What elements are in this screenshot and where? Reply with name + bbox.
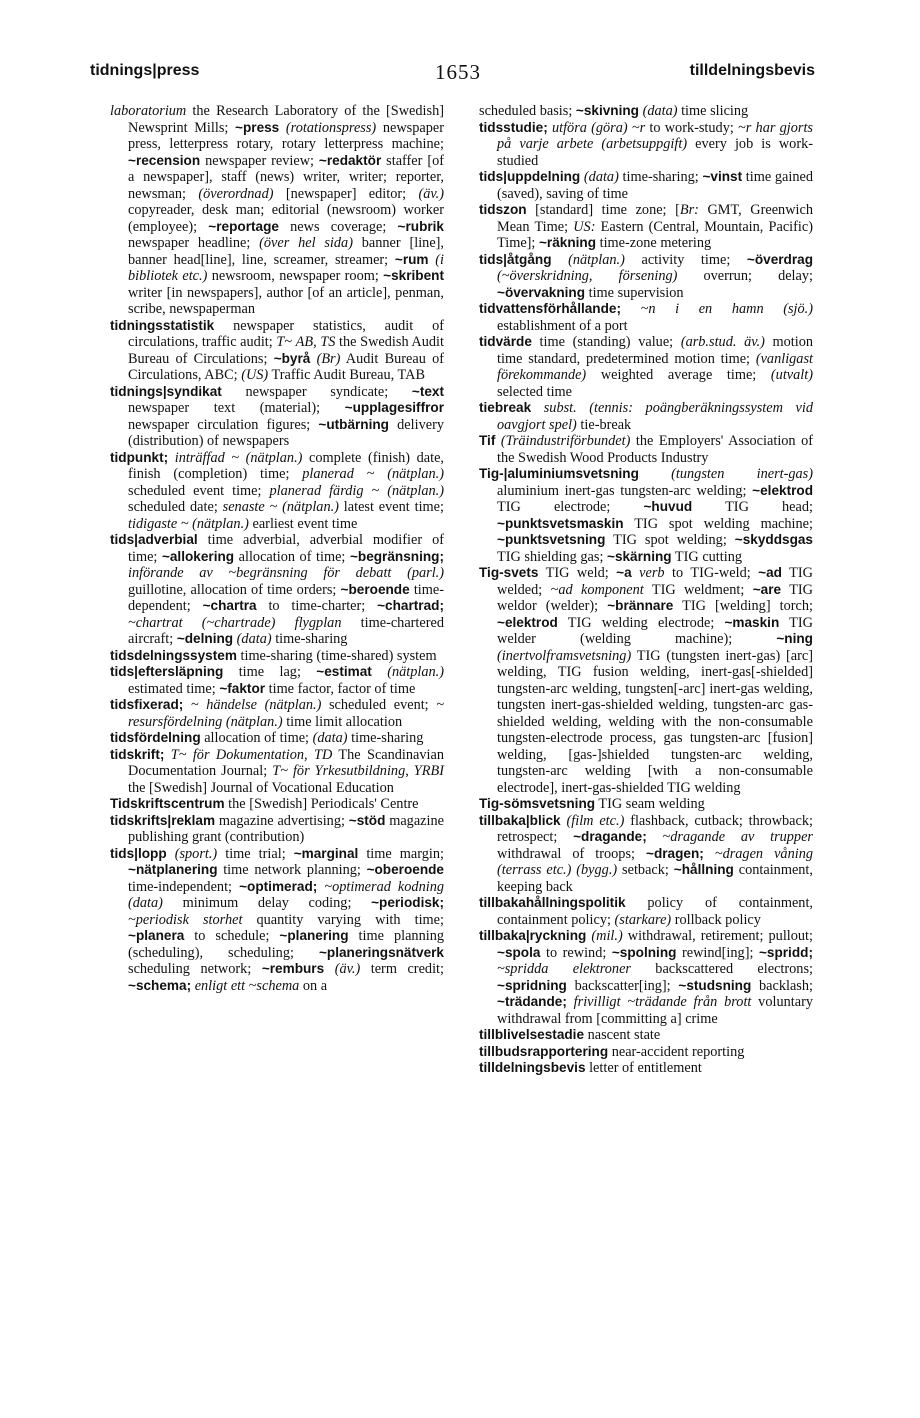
definition-text: time limit allocation: [282, 713, 403, 730]
definition-text: on a: [299, 977, 328, 994]
definition-text: [324, 961, 335, 977]
headword: ~rum: [394, 251, 429, 267]
headword: tids|åtgång: [479, 251, 552, 267]
italic-label: ~dragen våning (terrass etc.) (bygg.): [497, 845, 813, 878]
headword: ~spolning: [611, 944, 677, 960]
italic-label: ~chartrat (~chartrade) flygplan: [128, 614, 342, 631]
definition-text: newspaper syndicate;: [221, 383, 412, 400]
definition-text: [704, 846, 715, 862]
headword: ~ad: [758, 565, 782, 580]
headword: tids|eftersläpning: [110, 664, 224, 679]
definition-text: TIG weldor (welder);: [497, 581, 814, 614]
definition-text: backscattered electrons;: [630, 961, 813, 977]
italic-label: (i bibliotek etc.): [128, 251, 444, 284]
headword: ~trädande;: [497, 994, 567, 1009]
headword: ~huvud: [643, 499, 693, 514]
headword: ~övervakning: [497, 284, 586, 300]
headword: ~chartrad;: [377, 598, 444, 613]
headword: tidszon: [479, 202, 527, 217]
dictionary-entry: [479, 928, 813, 1027]
italic-label: ~ad komponent: [550, 581, 644, 598]
italic-label: US:: [573, 218, 596, 235]
dictionary-entry: [110, 730, 444, 747]
dictionary-entry: [479, 565, 813, 796]
headword: ~vinst: [702, 169, 743, 184]
headword: tillbakahållningspolitik: [479, 895, 626, 910]
headword: ~spridning: [497, 977, 567, 993]
definition-text: newsroom, newspaper room;: [207, 268, 384, 284]
definition-text: policy of containment, containment policy;: [497, 895, 813, 928]
headword: tillbaka|ryckning: [479, 928, 587, 943]
definition-text: TIG [welding] torch;: [673, 598, 813, 614]
italic-label: utföra (göra) ~r: [551, 119, 646, 136]
definition-text: complete (finish) date, finish (completion) time;: [128, 449, 444, 482]
definition-text: time adverbial, adverbial modifier of time;: [128, 532, 444, 565]
definition-text: Eastern (Central, Mountain, Pacific) Time];: [497, 218, 813, 251]
definition-text: rewind[ing];: [676, 944, 759, 961]
dictionary-entry: [110, 796, 444, 813]
definition-text: time lag;: [223, 664, 317, 680]
definition-text: term credit;: [360, 961, 444, 977]
italic-label: verb: [639, 565, 665, 581]
italic-label: (data): [236, 631, 272, 647]
headword: Tig-svets: [479, 565, 539, 580]
headword: tiebreak: [479, 400, 532, 415]
definition-text: scheduled date;: [128, 499, 223, 515]
definition-text: time-chartered aircraft;: [128, 614, 444, 647]
headword: ~spola: [497, 944, 541, 960]
italic-label: ~optimerad kodning (data): [128, 878, 444, 911]
definition-text: time-dependent;: [128, 581, 444, 614]
right-guide-word: tilldelningsbevis: [689, 62, 815, 79]
definition-text: [168, 450, 175, 466]
definition-text: to rewind;: [540, 944, 612, 961]
definition-text: [standard] time zone; [: [526, 202, 680, 218]
dictionary-entry: [479, 400, 813, 433]
headword: tidskrifts|reklam: [110, 812, 216, 828]
definition-text: to time-charter;: [256, 598, 378, 614]
definition-text: TIG head;: [692, 499, 813, 515]
italic-label: frivilligt ~trädande från brott: [573, 994, 752, 1010]
definition-text: TIG (tungsten inert-gas) [arc] welding, TIG fusion welding, inert-gas[-shielded] tungsten-arc welding, tungsten[-arc] inert-gas welding, tungsten inert-gas-shielded welding, tungsten-arc gas-shielded welding, welding with the non-consumable tungsten-electrode process, gas tungsten-arc [fusion] welding, [gas-]shielded tungsten-arc welding, tungsten-arc welding [with a non-consumable electrode], inert-gas-shielded TIG welding: [497, 647, 813, 796]
definition-text: [552, 252, 569, 268]
definition-text: quantity varying with time;: [242, 911, 444, 928]
definition-text: [567, 994, 574, 1010]
definition-text: the [Swedish] Journal of Vocational Education: [128, 779, 394, 796]
definition-text: aluminium inert-gas tungsten-arc welding;: [497, 482, 753, 499]
headword: tidsstudie;: [479, 119, 548, 135]
definition-text: [531, 400, 544, 416]
definition-text: time margin;: [358, 845, 444, 862]
definition-text: news coverage;: [278, 218, 398, 235]
headword: ~utbärning: [318, 416, 389, 432]
italic-label: T~ för Yrkesutbildning, YRBI: [272, 763, 444, 779]
headword: Tig-|aluminiumsvetsning: [479, 466, 639, 481]
italic-label: subst. (tennis: poängberäkningssystem vid oavgjort spel): [497, 400, 813, 433]
definition-text: withdrawal of troops;: [497, 845, 646, 862]
headword: ~schema;: [128, 977, 192, 993]
definition-text: minimum delay coding;: [162, 895, 372, 911]
definition-text: writer [in newspapers], author [of an article], penman, scribe, newspaperman: [128, 284, 444, 317]
dictionary-entry: [110, 384, 444, 450]
dictionary-entry: [479, 1044, 813, 1061]
italic-label: (data): [642, 103, 678, 119]
dictionary-entry: [479, 120, 813, 170]
headword: ~optimerad;: [239, 878, 318, 894]
definition-text: TIG welding electrode;: [557, 614, 725, 631]
italic-label: (äv.): [334, 961, 361, 977]
definition-text: banner [line], banner head[line], line, screamer, streamer;: [128, 235, 444, 268]
italic-label: (starkare): [614, 911, 672, 928]
italic-label: införande av ~begränsning för debatt (parl.): [128, 565, 444, 581]
headword: ~stöd: [348, 812, 386, 828]
dictionary-entry: [110, 813, 444, 846]
headword: ~ning: [776, 631, 813, 646]
definition-text: delivery (distribution) of newspapers: [128, 416, 444, 449]
headword: tidnings|syndikat: [110, 383, 222, 399]
definition-text: magazine advertising;: [215, 812, 349, 829]
italic-label: ~dragande av trupper: [662, 829, 813, 845]
italic-label: ~ händelse (nätplan.): [190, 697, 322, 713]
headword: ~dragen;: [646, 845, 704, 861]
definition-text: [279, 120, 286, 136]
headword: ~skribent: [383, 268, 444, 283]
definition-text: allocation of time;: [200, 730, 313, 746]
italic-label: ~r har gjorts på varje arbete (arbetsuppgift): [497, 119, 813, 152]
definition-text: time-sharing: [271, 631, 348, 647]
definition-text: rollback policy: [671, 911, 761, 928]
headword: ~planeringsnätverk: [318, 944, 444, 960]
headword: ~punktsvetsning: [497, 532, 606, 547]
definition-text: TIG welded;: [497, 565, 813, 598]
definition-text: time gained (saved), saving of time: [497, 169, 813, 202]
headword: ~upplagesiffror: [344, 400, 444, 415]
definition-text: the [Swedish] Periodicals' Centre: [224, 796, 419, 812]
definition-text: the Swedish Audit Bureau of Circulations;: [128, 334, 444, 367]
definition-text: newspaper statistics, audit of circulations, traffic audit;: [128, 317, 444, 350]
definition-text: newspaper circulation figures;: [128, 416, 319, 433]
headword: ~överdrag: [746, 251, 814, 267]
definition-text: GMT, Greenwich Mean Time;: [497, 202, 813, 235]
italic-label: ~spridda elektroner: [497, 961, 631, 977]
headword: ~nätplanering: [128, 862, 218, 877]
dictionary-entry: [479, 813, 813, 896]
italic-label: (över hel sida): [259, 235, 353, 251]
definition-text: [183, 697, 191, 713]
definition-text: activity time;: [624, 251, 747, 268]
headword: tilldelningsbevis: [479, 1060, 586, 1075]
definition-text: newspaper headline;: [128, 235, 260, 251]
definition-text: TIG weldment;: [643, 581, 753, 598]
dictionary-entry: [479, 433, 813, 466]
italic-label: tidigaste ~ (nätplan.): [128, 515, 249, 532]
definition-text: [639, 466, 671, 482]
dictionary-entry: [479, 202, 813, 252]
headword: ~recension: [128, 152, 201, 168]
definition-text: setback;: [617, 862, 674, 878]
definition-text: TIG spot welding;: [605, 532, 735, 548]
headword: ~allokering: [161, 548, 235, 564]
definition-text: newspaper press, letterpress rotary, rotary letterpress machine;: [128, 119, 444, 152]
dictionary-entry: [110, 532, 444, 648]
italic-label: T~ för Dokumentation, TD: [170, 746, 333, 763]
definition-text: Traffic Audit Bureau, TAB: [268, 367, 425, 383]
dictionary-entry: [479, 334, 813, 400]
definition-text: newspaper review;: [200, 152, 319, 169]
italic-label: (utvalt): [770, 367, 813, 383]
right-column: [479, 103, 813, 1077]
italic-label: (rotationspress): [285, 119, 377, 136]
headword: ~rubrik: [397, 218, 444, 234]
definition-text: copyreader, desk man; editorial (newsroom) worker (employee);: [128, 202, 444, 235]
definition-text: time planning (scheduling), scheduling;: [128, 928, 444, 961]
headword: tidskrift;: [110, 746, 165, 762]
definition-text: to schedule;: [184, 928, 280, 944]
headword: ~text: [411, 383, 444, 399]
headword: ~studsning: [678, 977, 752, 993]
italic-label: laboratorium: [110, 103, 187, 119]
italic-label: (~överskridning, försening): [497, 268, 678, 284]
definition-text: TIG shielding gas;: [497, 548, 607, 565]
definition-text: [647, 829, 663, 845]
italic-label: (Träindustriförbundet): [500, 433, 631, 449]
headword: tids|adverbial: [110, 532, 198, 547]
dictionary-entry: [110, 450, 444, 533]
dictionary-entry: [479, 169, 813, 202]
italic-label: (inertvolframsvetsning): [497, 647, 632, 664]
definition-text: withdrawal, retirement; pullout;: [622, 928, 814, 944]
dictionary-entry: [110, 103, 444, 318]
definition-text: time-sharing (time-shared) system: [236, 647, 437, 664]
definition-text: guillotine, allocation of time orders;: [128, 581, 341, 598]
headword: ~dragande;: [573, 829, 647, 844]
definition-text: time network planning;: [217, 862, 367, 878]
definition-text: to work-study;: [645, 119, 739, 136]
headword: tidsfixerad;: [110, 697, 184, 712]
dictionary-entry: [110, 697, 444, 730]
dictionary-entry: [479, 103, 813, 120]
italic-label: planerad färdig ~ (nätplan.): [269, 482, 444, 499]
page-number: 1653: [435, 60, 481, 84]
headword: tids|uppdelning: [479, 169, 581, 184]
italic-label: (data): [583, 169, 619, 185]
dictionary-entry: [110, 747, 444, 797]
definition-text: time-sharing;: [618, 169, 703, 185]
definition-text: the Research Laboratory of the [Swedish] Newsprint Mills;: [128, 103, 444, 136]
left-column: [110, 103, 444, 994]
italic-label: (överordnad): [198, 185, 274, 202]
headword: ~are: [752, 581, 782, 597]
definition-text: TIG welder (welding machine);: [497, 614, 813, 647]
definition-text: time trial;: [217, 845, 294, 862]
definition-text: magazine publishing grant (contribution): [128, 812, 444, 845]
headword: ~periodisk;: [371, 895, 444, 910]
italic-label: planerad ~ (nätplan.): [302, 466, 444, 482]
definition-text: [167, 846, 175, 862]
definition-text: weighted average time;: [586, 367, 771, 383]
definition-text: newspaper text (material);: [128, 400, 345, 416]
headword: ~chartra: [202, 598, 257, 613]
definition-text: earliest event time: [248, 515, 358, 532]
dictionary-entry: [110, 318, 444, 384]
headword: ~beroende: [340, 581, 410, 597]
definition-text: TIG spot welding machine;: [623, 515, 813, 532]
headword: tidvattensförhållande;: [479, 301, 621, 316]
italic-label: (Br): [316, 350, 341, 367]
dictionary-entry: [110, 648, 444, 665]
definition-text: scheduled event time;: [128, 482, 270, 499]
headword: ~planera: [128, 928, 185, 943]
definition-text: TIG weld;: [538, 565, 617, 581]
definition-text: time supervision: [585, 284, 684, 301]
headword: Tig-sömsvetsning: [479, 796, 596, 811]
italic-label: ~ resursfördelning (nätplan.): [128, 697, 444, 730]
italic-label: Br:: [679, 202, 699, 218]
definition-text: [621, 301, 641, 317]
italic-label: (vanligast förekommande): [497, 350, 813, 383]
headword: ~byrå: [273, 350, 311, 366]
headword: tillbudsrapportering: [479, 1043, 609, 1059]
definition-text: [newspaper] editor;: [273, 185, 419, 202]
italic-label: (sport.): [174, 845, 218, 862]
headword: ~punktsvetsmaskin: [497, 515, 624, 531]
italic-label: (film etc.): [566, 812, 625, 829]
headword: ~brännare: [607, 598, 674, 613]
headword: tidsdelningssystem: [110, 647, 237, 663]
headword: ~a: [616, 565, 632, 580]
italic-label: (nätplan.): [568, 251, 625, 268]
dictionary-entry: [479, 252, 813, 302]
definition-text: backlash;: [751, 977, 813, 994]
definition-text: time-independent;: [128, 878, 240, 895]
headword: tillbaka|blick: [479, 812, 561, 828]
headword: ~redaktör: [318, 152, 382, 168]
definition-text: containment, keeping back: [497, 862, 813, 895]
left-guide-word: tidnings|press: [90, 62, 200, 79]
headword: Tif: [479, 433, 496, 448]
definition-text: [372, 664, 387, 680]
headword: ~remburs: [261, 961, 325, 976]
headword: ~estimat: [316, 664, 372, 679]
dictionary-entry: [110, 664, 444, 697]
definition-text: scheduling network;: [128, 961, 262, 977]
definition-text: estimated time;: [128, 680, 220, 697]
dictionary-entry: [479, 1060, 813, 1077]
headword: ~hållning: [673, 862, 734, 877]
italic-label: (nätplan.): [387, 664, 444, 680]
definition-text: near-accident reporting: [608, 1043, 745, 1060]
definition-text: the Employers' Association of the Swedish Wood Products Industry: [497, 433, 813, 466]
definition-text: motion time standard, predetermined motion time;: [497, 334, 814, 367]
italic-label: (arb.stud. äv.): [680, 334, 765, 350]
headword: ~delning: [176, 631, 234, 646]
headword: ~reportage: [208, 218, 279, 234]
headword: tids|lopp: [110, 845, 167, 861]
definition-text: time-sharing: [347, 730, 424, 746]
italic-label: ~periodisk storhet: [128, 911, 243, 928]
italic-label: ~n i en hamn (sjö.): [640, 301, 813, 317]
definition-text: time-zone metering: [596, 235, 712, 251]
italic-label: inträffad ~ (nätplan.): [174, 449, 303, 466]
definition-text: selected time: [497, 383, 573, 400]
page-header: [90, 62, 815, 88]
definition-text: TIG seam welding: [595, 796, 705, 812]
headword: tidningsstatistik: [110, 317, 215, 333]
definition-text: backscatter[ing];: [566, 977, 679, 994]
definition-text: TIG electrode;: [497, 499, 644, 515]
definition-text: time factor, factor of time: [265, 680, 416, 697]
headword: tidpunkt;: [110, 449, 169, 465]
definition-text: TIG cutting: [671, 548, 743, 565]
definition-text: flashback, cutback; throwback; retrospect;: [497, 812, 813, 845]
headword: ~skärning: [607, 548, 672, 564]
definition-text: staffer [of a newspaper], staff (news) writer, writer; reporter, newsman;: [128, 152, 444, 202]
definition-text: time slicing: [677, 103, 749, 119]
definition-text: to TIG-weld;: [664, 565, 759, 581]
headword: ~maskin: [724, 614, 780, 630]
dictionary-entry: [479, 1027, 813, 1044]
definition-text: Audit Bureau of Circulations, ABC;: [128, 350, 444, 383]
headword: ~planering: [279, 928, 349, 943]
dictionary-entry: [479, 301, 813, 334]
headword: ~skivning: [575, 103, 639, 118]
headword: ~skyddsgas: [734, 532, 813, 547]
definition-text: tie-break: [576, 416, 632, 433]
headword: tidvärde: [479, 334, 532, 349]
headword: ~elektrod: [497, 614, 558, 630]
italic-label: enligt ett ~schema: [194, 977, 300, 994]
dictionary-entry: [110, 846, 444, 995]
definition-text: every job is work-studied: [497, 136, 813, 169]
definition-text: scheduled basis;: [479, 103, 576, 119]
definition-text: overrun; delay;: [677, 268, 813, 284]
definition-text: letter of entitlement: [585, 1060, 702, 1076]
headword: ~begränsning;: [349, 548, 444, 564]
definition-text: voluntary withdrawal from [committing a] crime: [497, 994, 813, 1027]
definition-text: time (standing) value;: [531, 334, 681, 350]
headword: ~räkning: [538, 235, 597, 250]
italic-label: AB, TS: [295, 334, 336, 350]
definition-text: The Scandinavian Documentation Journal;: [128, 746, 445, 779]
headword: ~oberoende: [366, 862, 444, 877]
dictionary-entry: [479, 466, 813, 565]
headword: ~press: [235, 119, 280, 135]
italic-label: (äv.): [418, 185, 444, 202]
dictionary-entry: [479, 796, 813, 813]
headword: ~marginal: [293, 845, 359, 861]
italic-label: T~: [276, 334, 293, 350]
italic-label: senaste ~ (nätplan.): [222, 499, 339, 515]
headword: tillblivelsestadie: [479, 1027, 585, 1042]
definition-text: nascent state: [584, 1027, 661, 1043]
italic-label: (mil.): [591, 928, 623, 944]
definition-text: establishment of a port: [497, 317, 628, 334]
italic-label: (data): [312, 730, 348, 746]
headword: ~spridd;: [758, 944, 813, 960]
headword: Tidskriftscentrum: [110, 796, 225, 811]
italic-label: (US): [241, 367, 269, 383]
headword: ~elektrod: [752, 482, 813, 498]
definition-text: allocation of time;: [234, 548, 350, 565]
italic-label: (tungsten inert-gas): [671, 466, 813, 482]
headword: tidsfördelning: [110, 730, 201, 745]
definition-text: latest event time;: [338, 499, 444, 515]
dictionary-entry: [479, 895, 813, 928]
definition-text: scheduled event;: [321, 697, 437, 713]
headword: ~faktor: [219, 680, 266, 696]
